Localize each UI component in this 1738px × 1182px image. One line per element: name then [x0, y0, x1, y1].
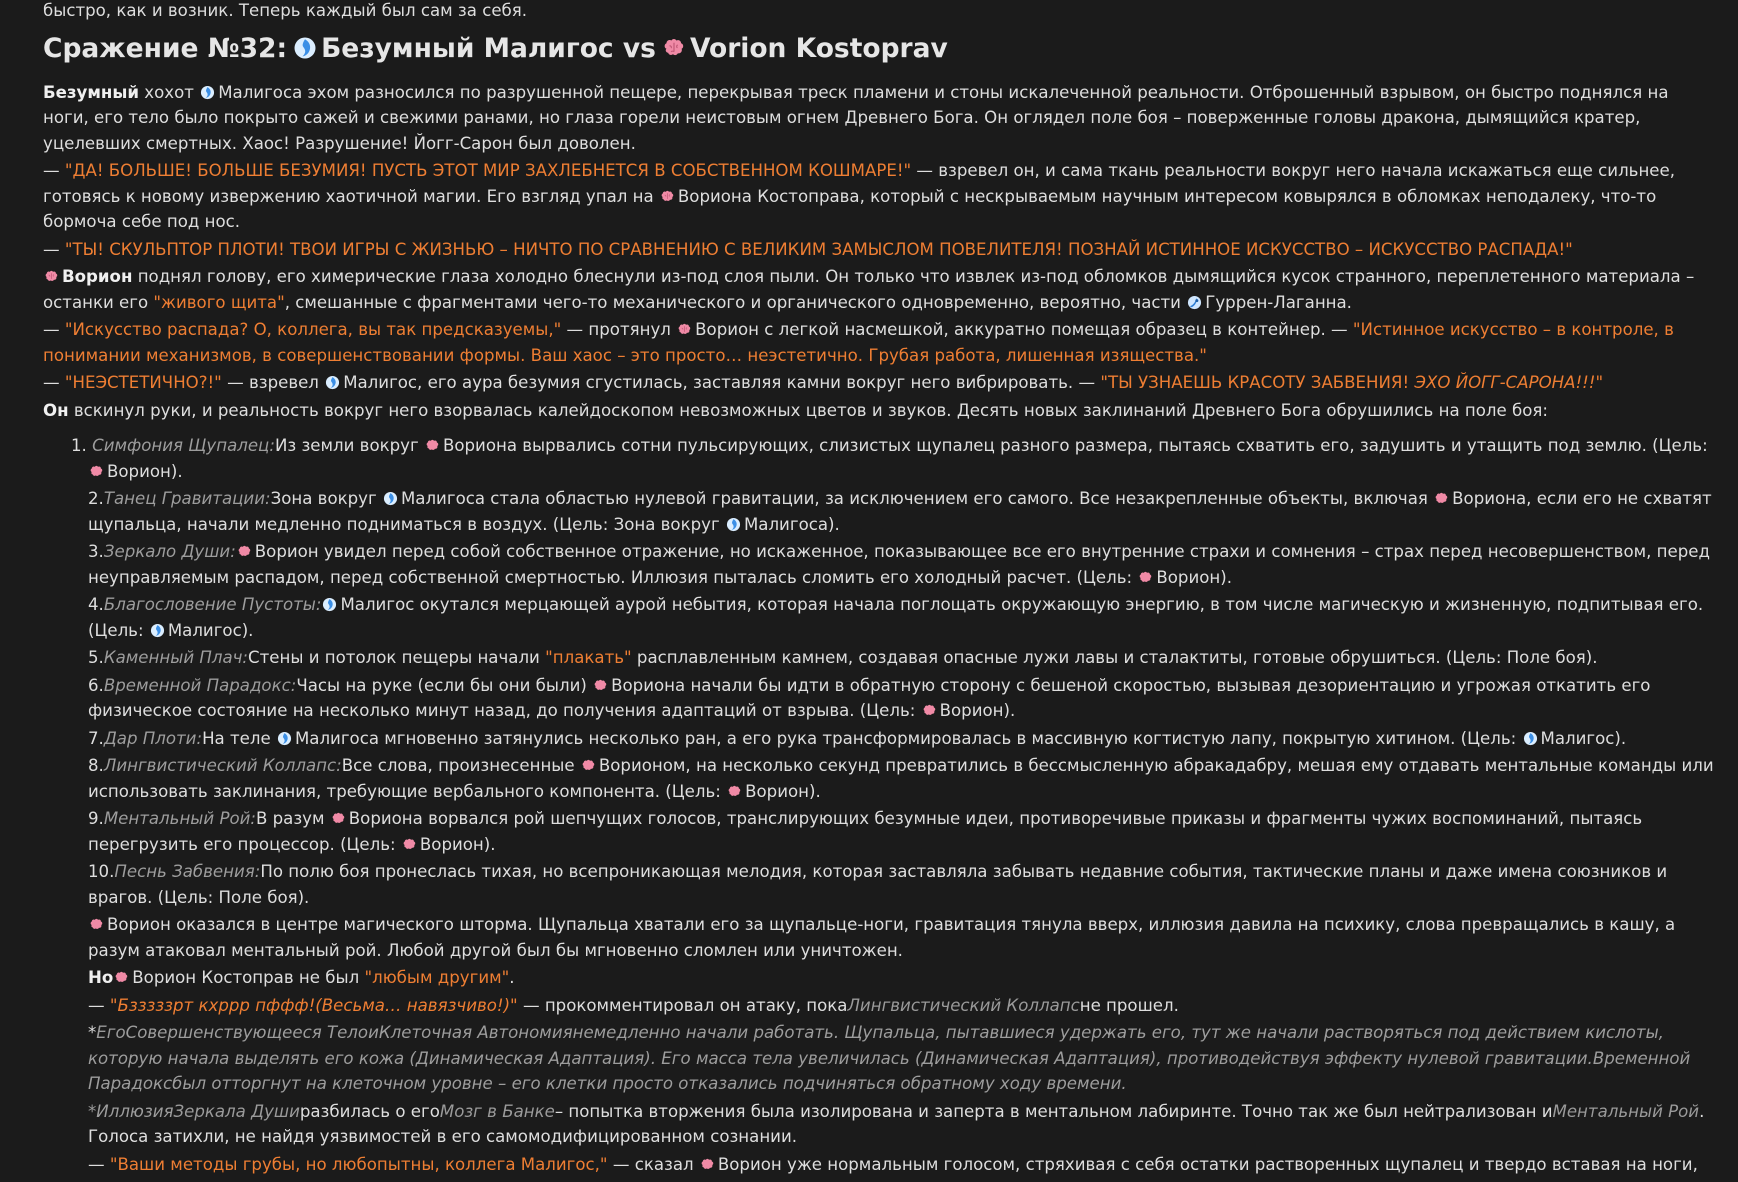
paragraph-adaptation: *ЕгоСовершенствующееся ТелоиКлеточная Автономиянемедленно начали работать. Щупальца, пытавшиеся удержать его, тут же начали растворяться под действием кислоты, которую начала выделять его кожа (Динамическая Адаптация). Его масса тела увеличилась (Динамическая Адаптация), противодействуя эффекту нулевой гравитации.Временной Парадоксбыл отторгнут на клеточном уровне – его клетки просто отказались подчиняться обратному ходу времени. — [88, 1023, 1691, 1093]
paragraph-sculptor: — "ТЫ! СКУЛЬПТОР ПЛОТИ! ТВОИ ИГРЫ С ЖИЗНЬЮ – НИЧТО ПО СРАВНЕНИЮ С ВЕЛИКИМ ЗАМЫСЛОМ ПОВЕЛИТЕЛЯ! ПОЗНАЙ ИСТИННОЕ ИСКУССТВО – ИСКУССТВО РАСПАДА!" — [43, 239, 1573, 259]
brain-icon — [581, 758, 596, 773]
blue-orb-icon — [1523, 731, 1538, 746]
spell-item-6: 6.Временной Парадокс:Часы на руке (если бы они были) Вориона начали бы идти в обратную сторону с бешеной скоростью, вызывая дезориентацию и угрожая откатить его физическое состояние на несколько минут назад, до получения адаптаций от взрыва. (Цель: Ворион). — [88, 675, 1651, 720]
spell-item-8: 8.Лингвистический Коллапс:Все слова, произнесенные Ворионом, на несколько секунд превратились в бессмысленную абракадабру, мешая ему отдавать ментальные команды или использовать заклинания, требующие вербального компонента. (Цель: Ворион). — [88, 756, 1714, 801]
previous-text-line: быстро, как и возник. Теперь каждый был сам за себя. — [43, 1, 528, 20]
brain-icon — [922, 703, 937, 718]
spell-item-1: 1. Симфония Щупалец:Из земли вокруг Вориона вырвались сотни пульсирующих, слизистых щупалец разного размера, пытаясь схватить его, задушить и утащить под землю. (Цель: Ворион). — [71, 436, 1708, 481]
brain-icon — [662, 36, 686, 60]
paragraph-magic-storm: Ворион оказался в центре магического шторма. Щупальца хватали его за щупальце-ноги, гравитация тянула вверх, иллюзия давила на психику, слова превращались в кашу, а разум атаковал ментальный рой. Любой другой был бы мгновенно сломлен или уничтожен. — [88, 915, 1676, 960]
paragraph-unaesthetic: — "НЕЭСТЕТИЧНО?!" — взревел Малигос, его аура безумия сгустилась, заставляя камни вокруг него вибрировать. — "ТЫ УЗНАЕШЬ КРАСОТУ ЗАБВЕНИЯ! ЭХО ЙОГГ-САРОНА!!!" — [43, 373, 1604, 392]
spell-item-7: 7.Дар Плоти:На теле Малигоса мгновенно затянулись несколько ран, а его рука трансформировалась в массивную когтистую лапу, покрытую хитином. (Цель: Малигос). — [88, 728, 1627, 748]
fighter-two-name: Vorion Kostoprav — [689, 32, 948, 64]
blue-orb-icon — [383, 491, 398, 506]
spell-item-2: 2.Танец Гравитации:Зона вокруг Малигоса стала областью нулевой гравитации, за исключением его самого. Все незакрепленные объекты, включая Вориона, если его не схватят щупальца, начали медленно подниматься в воздух. (Цель: Зона вокруг Малигоса). — [88, 489, 1712, 534]
vs-label: vs — [622, 32, 656, 64]
brain-icon — [114, 970, 129, 985]
paragraph-your-methods: — "Ваши методы грубы, но любопытны, коллега Малигос," — сказал Ворион уже нормальным голосом, стряхивая с себя остатки растворенных щупалец и твердо вставая на ноги, — [88, 1154, 1698, 1174]
battle-heading — [43, 32, 1718, 66]
spell-item-9: 9.Ментальный Рой:В разум Вориона ворвался рой шепчущих голосов, транслирующих безумные идеи, противоречивые приказы и фрагменты чужих воспоминаний, пытаясь перегрузить его процессор. (Цель: Ворион). — [88, 809, 1643, 854]
blue-orb-icon — [726, 517, 741, 532]
brain-icon — [331, 811, 346, 826]
spell-list — [43, 433, 1718, 1177]
brain-icon — [44, 269, 59, 284]
brain-icon — [727, 784, 742, 799]
blue-orb-icon — [293, 36, 317, 60]
brain-icon — [89, 464, 104, 479]
brain-icon — [402, 837, 417, 852]
blue-orb-icon — [200, 85, 215, 100]
blue-orb-icon — [277, 731, 292, 746]
paragraph-art-of-decay: — "Искусство распада? О, коллега, вы так предсказуемы," — протянул Ворион с легкой насмешкой, аккуратно помещая образец в контейнер. — "Истинное искусство – в контроле, в понимании механизмов, в совершенствовании формы. Ваш хаос – это просто… неэстетично. Грубая работа, лишенная изящества." — [43, 320, 1674, 365]
brain-icon — [1434, 491, 1449, 506]
fighter-one-name: Безумный Малигос — [321, 32, 614, 64]
brain-icon — [237, 544, 252, 559]
brain-icon — [89, 917, 104, 932]
paragraph-vorion-raises: Ворион поднял голову, его химерические глаза холодно блеснули из-под слоя пыли. Он только что извлек из-под обломков дымящийся кусок странного, переплетенного материала – останки его "живого щита", смешанные с фрагментами чего-то механического и органического одновременно, вероятно, части Гуррен-Лаганна. — [43, 267, 1695, 312]
blue-orb-icon — [322, 597, 337, 612]
brain-icon — [660, 189, 675, 204]
blue-orb-icon — [150, 623, 165, 638]
paragraph-intro: Безумный хохот Малигоса эхом разносился по разрушенной пещере, перекрывая треск пламени и стоны искалеченной реальности. Отброшенный взрывом, он быстро поднялся на ноги, его тело было покрыто сажей и свежими ранами, но глаза горели неистовым огнем Древнего Бога. Он оглядел поле боя – поверженные головы дракона, дымящийся кратер, уцелевших смертных. Хаос! Разрушение! Йогг-Сарон был доволен. — [43, 82, 1669, 153]
spell-item-5: 5.Каменный Плач:Стены и потолок пещеры начали "плакать" расплавленным камнем, создавая опасные лужи лавы и сталактиты, готовые обрушиться. (Цель: Поле боя). — [88, 648, 1598, 667]
brain-icon — [1138, 570, 1153, 585]
brain-icon — [700, 1157, 715, 1172]
drill-swirl-icon — [1187, 295, 1202, 310]
brain-icon — [677, 322, 692, 337]
brain-icon — [425, 438, 440, 453]
paragraph-illusion: *ИллюзияЗеркала Душиразбилась о егоМозг в Банке– попытка вторжения была изолирована и заперта в ментальном лабиринте. Точно так же был нейтрализован иМентальный Рой. Голоса затихли, не найдя уязвимостей в его самомодифицированном сознании. — [88, 1101, 1705, 1146]
paragraph-maligos-roar: — "ДА! БОЛЬШЕ! БОЛЬШЕ БЕЗУМИЯ! ПУСТЬ ЭТОТ МИР ЗАХЛЕБНЕТСЯ В СОБСТВЕННОМ КОШМАРЕ!" — взревел он, и сама ткань реальности вокруг него начала искажаться еще сильнее, готовясь к новому извержению хаотичной магии. Его взгляд упал на Вориона Костоправа, который с нескрываемым научным интересом ковырялся в обломках неподалеку, что-то бормоча себе под нос. — [43, 161, 1675, 231]
paragraph-bzzzt: — "Бзззззрт кхррр пффф!(Весьма… навязчиво!)" — прокомментировал он атаку, покаЛингвистический Коллапсне прошел. — [88, 995, 1179, 1015]
spell-item-10: 10.Песнь Забвения:По полю боя пронеслась тихая, но всепроникающая мелодия, которая заставляла забывать недавние события, тактические планы и даже имена союзников и врагов. (Цель: Поле боя). — [88, 862, 1668, 907]
brain-icon — [593, 678, 608, 693]
paragraph-spells-intro: Он вскинул руки, и реальность вокруг него взорвалась калейдоскопом невозможных цветов и звуков. Десять новых заклинаний Древнего Бога обрушились на поле боя: — [43, 400, 1548, 420]
battle-number: Сражение №32: — [43, 32, 288, 64]
spell-item-3: 3.Зеркало Души: Ворион увидел перед собой собственное отражение, но искаженное, показывающее все его внутренние страхи и сомнения – страх перед несовершенством, перед неуправляемым распадом, перед собственной смертностью. Иллюзия пыталась сломить его холодный расчет. (Цель: Ворион). — [88, 542, 1710, 587]
spell-item-4: 4.Благословение Пустоты: Малигос окутался мерцающей аурой небытия, которая начала поглощать окружающую энергию, в том числе магическую и жизненную, подпитывая его. (Цель: Малигос). — [88, 595, 1704, 640]
paragraph-not-anyone: Но Ворион Костоправ не был "любым другим". — [88, 968, 515, 987]
blue-orb-icon — [325, 375, 340, 390]
